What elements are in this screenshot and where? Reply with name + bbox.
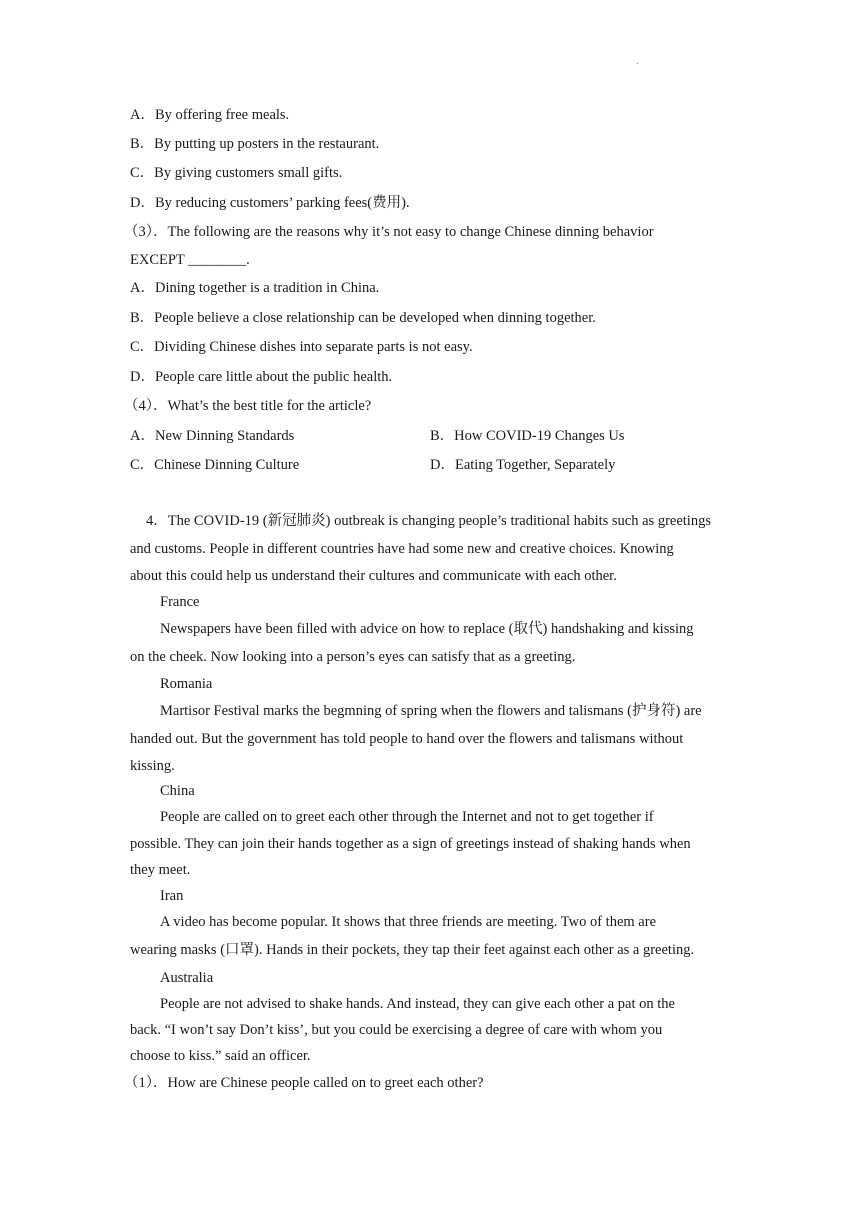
option-line: D．By reducing customers’ parking fees(费用). bbox=[130, 195, 410, 211]
option-line: D．Eating Together, Separately bbox=[430, 457, 616, 473]
paragraph-line: choose to kiss.” said an officer. bbox=[130, 1048, 311, 1064]
section-heading-romania: Romania bbox=[160, 676, 213, 692]
paragraph-line: Martisor Festival marks the begmning of spring when the flowers and talismans (护身符) are bbox=[160, 703, 702, 719]
question-stem-cont: EXCEPT ________. bbox=[130, 252, 250, 268]
paragraph-line: Newspapers have been filled with advice on how to replace (取代) handshaking and kissing bbox=[160, 621, 694, 637]
section-heading-france: France bbox=[160, 594, 200, 610]
paragraph-line: wearing masks (口罩). Hands in their pockets, they tap their feet against each other as a greeting. bbox=[130, 942, 695, 958]
section-heading-australia: Australia bbox=[160, 970, 214, 986]
question-stem: （3）．The following are the reasons why it’s not easy to change Chinese dinning behavior bbox=[124, 224, 654, 240]
option-line: C．By giving customers small gifts. bbox=[130, 165, 343, 181]
passage-intro-line: 4．The COVID-19 (新冠肺炎) outbreak is changing people’s traditional habits such as greetings bbox=[146, 513, 711, 529]
paragraph-line: handed out. But the government has told people to hand over the flowers and talismans without bbox=[130, 731, 684, 747]
paragraph-line: People are called on to greet each other through the Internet and not to get together if bbox=[160, 809, 654, 825]
paragraph-line: they meet. bbox=[130, 862, 191, 878]
passage-intro-line: about this could help us understand their cultures and communicate with each other. bbox=[130, 568, 617, 584]
option-line: A．By offering free meals. bbox=[130, 107, 290, 123]
paragraph-line: People are not advised to shake hands. And instead, they can give each other a pat on the bbox=[160, 996, 675, 1012]
passage-intro-line: and customs. People in different countries have had some new and creative choices. Knowing bbox=[130, 541, 674, 557]
header-mark: . bbox=[636, 56, 639, 67]
option-line: A．Dining together is a tradition in China. bbox=[130, 280, 380, 296]
option-line: C．Dividing Chinese dishes into separate parts is not easy. bbox=[130, 339, 473, 355]
option-line: D．People care little about the public health. bbox=[130, 369, 393, 385]
paragraph-line: back. “I won’t say Don’t kiss’, but you could be exercising a degree of care with whom you bbox=[130, 1022, 663, 1038]
option-line: B．How COVID-19 Changes Us bbox=[430, 428, 625, 444]
section-heading-iran: Iran bbox=[160, 888, 184, 904]
option-line: B．People believe a close relationship can be developed when dinning together. bbox=[130, 310, 596, 326]
option-line: C．Chinese Dinning Culture bbox=[130, 457, 300, 473]
paragraph-line: possible. They can join their hands together as a sign of greetings instead of shaking hands when bbox=[130, 836, 691, 852]
option-line: B．By putting up posters in the restaurant. bbox=[130, 136, 380, 152]
section-heading-china: China bbox=[160, 783, 195, 799]
question-stem: （4）．What’s the best title for the article? bbox=[124, 398, 372, 414]
question-stem: （1）．How are Chinese people called on to greet each other? bbox=[124, 1075, 484, 1091]
paragraph-line: A video has become popular. It shows that three friends are meeting. Two of them are bbox=[160, 914, 657, 930]
option-line: A．New Dinning Standards bbox=[130, 428, 295, 444]
paragraph-line: kissing. bbox=[130, 758, 175, 774]
paragraph-line: on the cheek. Now looking into a person’s eyes can satisfy that as a greeting. bbox=[130, 649, 576, 665]
